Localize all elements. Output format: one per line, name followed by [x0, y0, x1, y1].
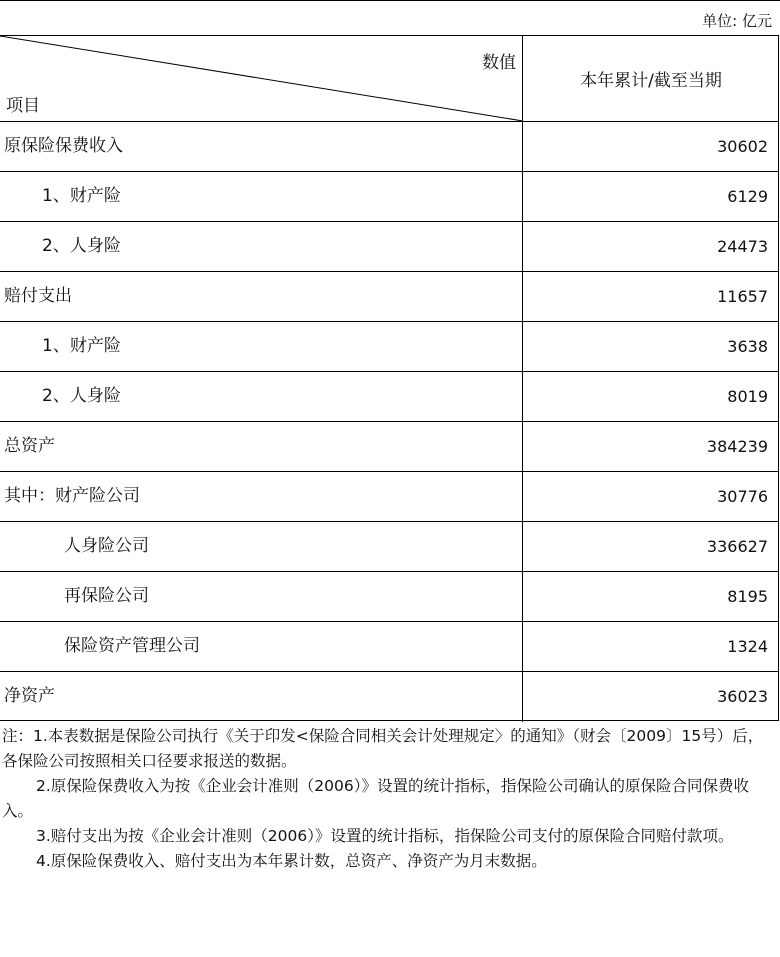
row-label: 再保险公司: [0, 572, 523, 621]
diagonal-line: [0, 36, 523, 121]
row-value: 336627: [706, 537, 768, 556]
footnote: 3.赔付支出为按《企业会计准则（2006）》设置的统计指标，指保险公司支付的原保险合同赔付款项。: [36, 827, 734, 845]
table-row: [0, 622, 779, 672]
top-rule: [0, 0, 780, 1]
row-value: 3638: [727, 337, 768, 356]
row-label: 总资产: [0, 422, 523, 471]
row-value: 384239: [706, 437, 768, 456]
table-row: [0, 422, 779, 472]
header-column-label: 本年累计/截至当期: [580, 71, 722, 91]
row-label: 1、财产险: [0, 322, 523, 371]
row-value: 30776: [717, 487, 768, 506]
table-row: [0, 122, 779, 172]
table-row: [0, 322, 779, 372]
row-label: 2、人身险: [0, 372, 523, 421]
row-label: 原保险保费收入: [0, 122, 523, 171]
unit-label: 单位: 亿元: [702, 12, 772, 30]
row-value: 36023: [717, 687, 768, 706]
table-row: [0, 372, 779, 422]
table-header: [0, 36, 779, 122]
table-row: [0, 172, 779, 222]
row-label: 赔付支出: [0, 272, 523, 321]
row-value: 24473: [717, 237, 768, 256]
footnote: 2.原保险保费收入为按《企业会计准则（2006）》设置的统计指标，指保险公司确认的原保险合同保费收入。: [2, 777, 749, 820]
table-row: [0, 222, 779, 272]
row-value: 8019: [727, 387, 768, 406]
table-row: [0, 272, 779, 322]
footnote: 注：1.本表数据是保险公司执行《关于印发<保险合同相关会计处理规定〉的通知》（财会〔2009〕15号）后，各保险公司按照相关口径要求报送的数据。: [2, 727, 764, 770]
footnote: 4.原保险保费收入、赔付支出为本年累计数，总资产、净资产为月末数据。: [36, 852, 547, 870]
row-label: 其中：财产险公司: [0, 472, 523, 521]
statistics-table: [0, 35, 779, 721]
row-label: 保险资产管理公司: [0, 622, 523, 671]
table-row: [0, 572, 779, 622]
row-label: 净资产: [0, 672, 523, 722]
row-label: 人身险公司: [0, 522, 523, 571]
header-value-label: 数值: [482, 53, 516, 73]
row-value: 1324: [727, 637, 768, 656]
row-label: 2、人身险: [0, 222, 523, 271]
row-value: 8195: [727, 587, 768, 606]
row-value: 30602: [717, 137, 768, 156]
table-row: [0, 672, 779, 722]
header-diagonal-cell: [0, 36, 523, 121]
table-row: [0, 472, 779, 522]
footnotes: [2, 724, 776, 874]
table-row: [0, 522, 779, 572]
header-item-label: 项目: [6, 96, 40, 116]
row-value: 6129: [727, 187, 768, 206]
row-label: 1、财产险: [0, 172, 523, 221]
row-value: 11657: [717, 287, 768, 306]
table-body: [0, 122, 779, 722]
